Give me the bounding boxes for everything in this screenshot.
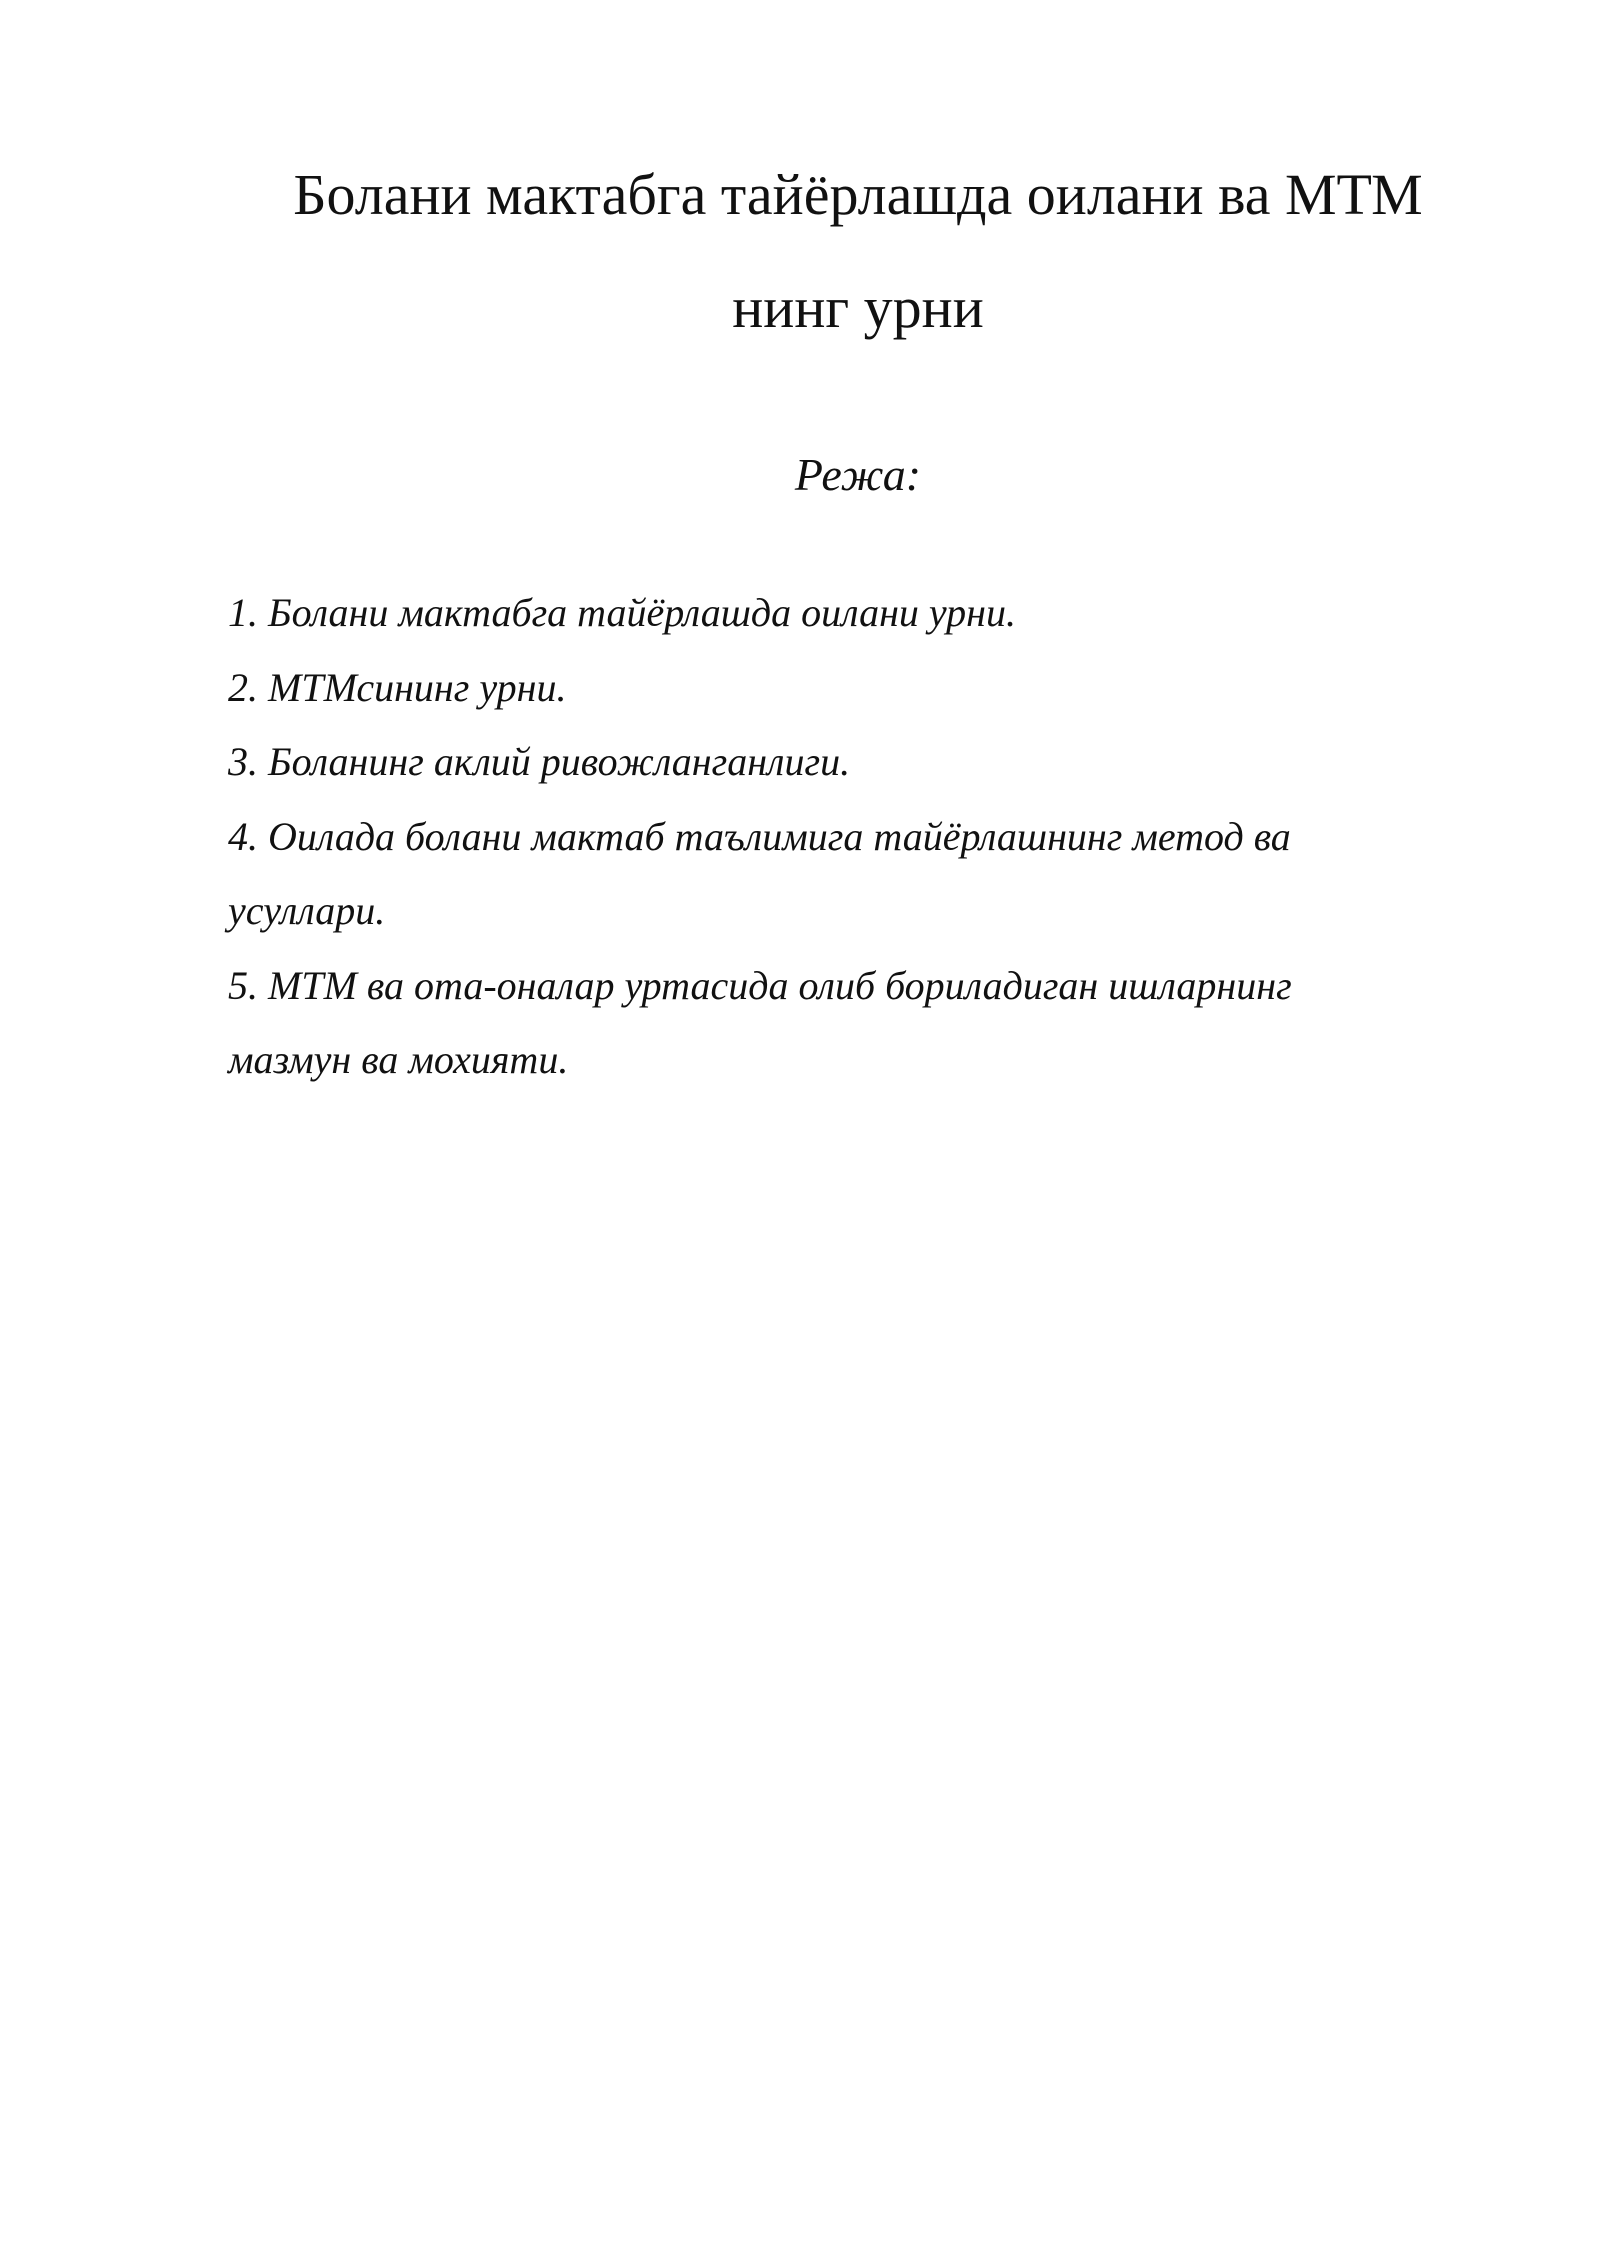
plan-item-number: 5.	[228, 962, 258, 1008]
plan-item-number: 3.	[228, 739, 258, 784]
document-title: Болани мактабга тайёрлашда оилани ва МТМ нинг урни	[293, 162, 1423, 340]
plan-item-5	[228, 949, 1418, 1098]
plan-item-text: МТМ ва ота-оналар уртасида олиб бориладиган ишларнинг мазмун ва мохияти.	[228, 962, 1292, 1082]
plan-item-text: Болани мактабга тайёрлашда оилани урни.	[268, 590, 1016, 635]
plan-heading: Режа:	[794, 449, 922, 500]
plan-item-number: 1.	[228, 590, 258, 635]
plan-item-1	[228, 576, 1418, 651]
plan-item-2	[228, 651, 1418, 726]
plan-item-text: Оилада болани мактаб таълимига тайёрлашнинг метод ва усуллари.	[228, 813, 1291, 933]
plan-item-4	[228, 800, 1418, 949]
plan-item-text: Боланинг аклий ривожланганлиги.	[268, 739, 851, 784]
plan-item-3	[228, 725, 1418, 800]
plan-item-number: 2.	[228, 664, 258, 710]
plan-item-text: МТМсининг урни.	[268, 664, 567, 710]
plan-item-number: 4.	[228, 813, 258, 859]
plan-list	[228, 576, 1418, 1098]
